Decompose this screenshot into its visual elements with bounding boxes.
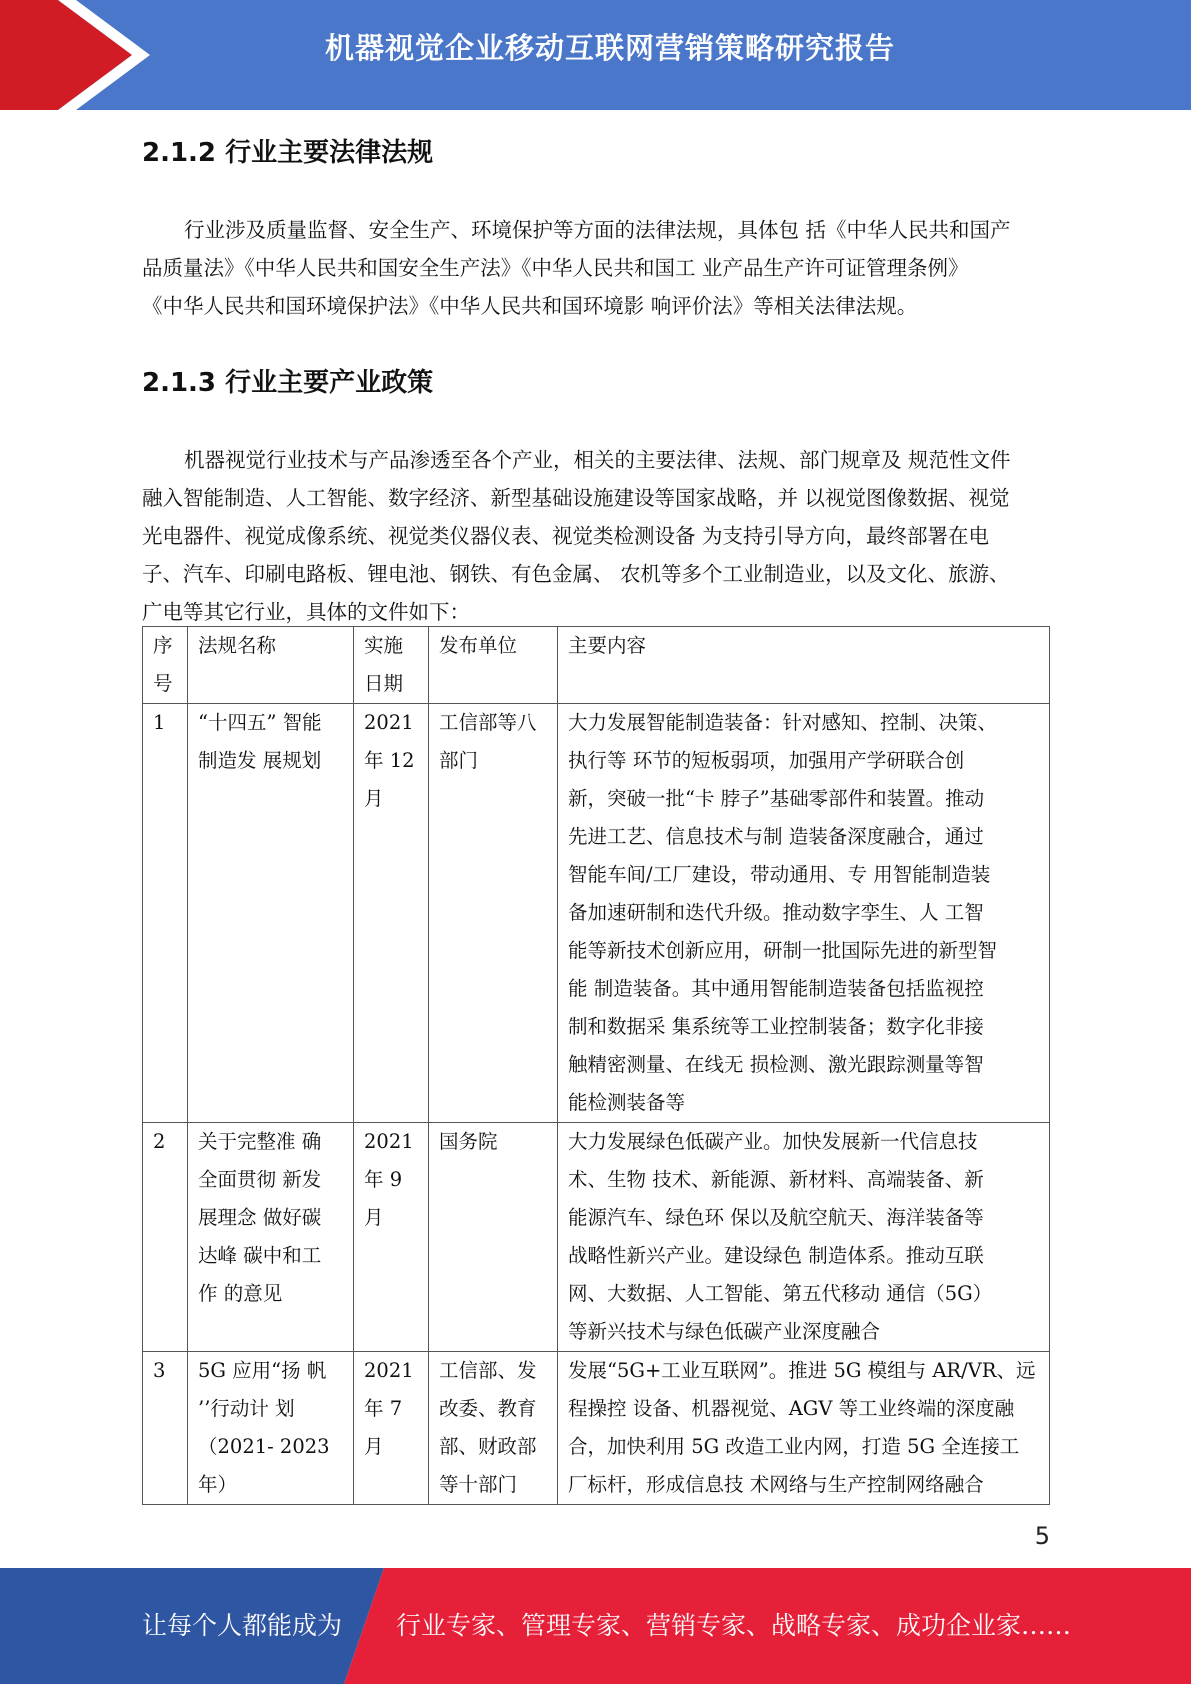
- paragraph-line: 广电等其它行业，具体的文件如下：: [142, 600, 470, 624]
- paragraph-line: 行业涉及质量监督、安全生产、环境保护等方面的法律法规，具体包 括《中华人民共和国产: [184, 218, 1011, 242]
- paragraph-line: 机器视觉行业技术与产品渗透至各个产业，相关的主要法律、法规、部门规章及 规范性文件: [184, 448, 1011, 472]
- page-number: 5: [1034, 1522, 1050, 1550]
- cell-no: 1: [143, 704, 188, 1123]
- cell-issuer: 国务院: [429, 1123, 558, 1352]
- page-header: [0, 0, 1191, 110]
- cell-content: 大力发展智能制造装备：针对感知、控制、决策、 执行等 环节的短板弱项，加强用产学研联合创 新，突破一批“卡 脖子”基础零部件和装置。推动 先进工艺、信息技术与制 造装备深度融合，通过 智能车间/工厂建设，带动通用、专 用智能制造装 备加速研制和迭代升级。推动数字孪生、人 工智 能等新技术创新应用，研制一批国际先进的新型智 能 制造装备。其中通用智能制造装备包括监视控 制和数据采 集系统等工业控制装备；数字化非接 触精密测量、在线无 损检测、激光跟踪测量等智 能检测装备等: [558, 704, 1050, 1123]
- cell-issuer: 工信部等八 部门: [429, 704, 558, 1123]
- cell-issuer: 工信部、发 改委、教育 部、财政部 等十部门: [429, 1352, 558, 1505]
- cell-date: 2021 年 9 月: [354, 1123, 429, 1352]
- cell-name: 5G 应用“扬 帆 ’’行动计 划 （2021- 2023 年）: [188, 1352, 354, 1505]
- cell-content: 发展“5G+工业互联网”。推进 5G 模组与 AR/VR、远 程操控 设备、机器视觉、AGV 等工业终端的深度融 合，加快利用 5G 改造工业内网，打造 5G 全连接工 厂标杆，形成信息技 术网络与生产控制网络融合: [558, 1352, 1050, 1505]
- laws-paragraph: [142, 211, 1042, 325]
- page-footer: [0, 1568, 1191, 1684]
- cell-no: 3: [143, 1352, 188, 1505]
- header-cell-content: 主要内容: [558, 627, 1050, 704]
- paragraph-line: 光电器件、视觉成像系统、视觉类仪器仪表、视觉类检测设备 为支持引导方向，最终部署在电: [142, 524, 990, 548]
- footer-slogan-right: 行业专家、管理专家、营销专家、战略专家、成功企业家……: [396, 1611, 1072, 1640]
- report-title: 机器视觉企业移动互联网营销策略研究报告: [324, 31, 895, 65]
- header-cell-name: 法规名称: [188, 627, 354, 704]
- header-cell-date: 实施 日期: [354, 627, 429, 704]
- section-heading-policies: 2.1.3 行业主要产业政策: [142, 368, 434, 398]
- cell-date: 2021 年 12 月: [354, 704, 429, 1123]
- paragraph-line: 品质量法》《中华人民共和国安全生产法》《中华人民共和国工 业产品生产许可证管理条例》: [142, 256, 969, 280]
- header-cell-no: 序 号: [143, 627, 188, 704]
- cell-date: 2021 年 7 月: [354, 1352, 429, 1505]
- policy-table: [142, 626, 1050, 1505]
- cell-name: “十四五” 智能 制造发 展规划: [188, 704, 354, 1123]
- paragraph-line: 《中华人民共和国环境保护法》《中华人民共和国环境影 响评价法》等相关法律法规。: [142, 294, 918, 318]
- table-row: [143, 1123, 1050, 1352]
- paragraph-line: 子、汽车、印刷电路板、锂电池、钢铁、有色金属、 农机等多个工业制造业，以及文化、旅游、: [142, 562, 1010, 586]
- table-header-row: [143, 627, 1050, 704]
- cell-no: 2: [143, 1123, 188, 1352]
- policies-paragraph: [142, 441, 1042, 631]
- table-row: [143, 704, 1050, 1123]
- paragraph-line: 融入智能制造、人工智能、数字经济、新型基础设施建设等国家战略，并 以视觉图像数据、视觉: [142, 486, 1010, 510]
- section-heading-laws: 2.1.2 行业主要法律法规: [142, 138, 434, 168]
- cell-name: 关于完整准 确 全面贯彻 新发 展理念 做好碳 达峰 碳中和工 作 的意见: [188, 1123, 354, 1352]
- header-cell-issuer: 发布单位: [429, 627, 558, 704]
- footer-slogan-left: 让每个人都能成为: [142, 1611, 343, 1640]
- cell-content: 大力发展绿色低碳产业。加快发展新一代信息技 术、生物 技术、新能源、新材料、高端装备、新 能源汽车、绿色环 保以及航空航天、海洋装备等 战略性新兴产业。建设绿色 制造体系。推动互联 网、大数据、人工智能、第五代移动 通信（5G） 等新兴技术与绿色低碳产业深度融合: [558, 1123, 1050, 1352]
- table-row: [143, 1352, 1050, 1505]
